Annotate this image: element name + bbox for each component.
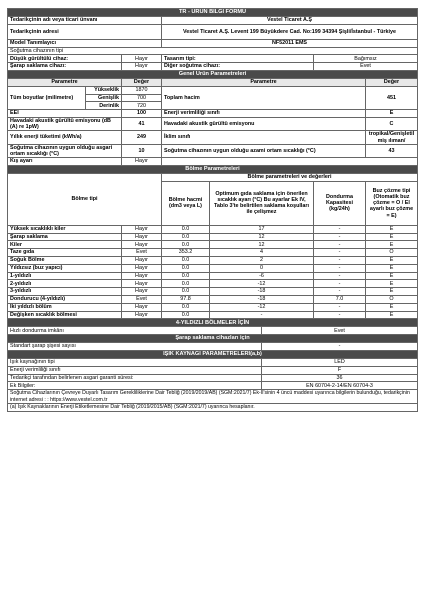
compartment-row [8, 249, 418, 257]
compartment-freeze: - [314, 249, 366, 257]
compartment-temp: -6 [210, 272, 314, 280]
compartment-volume: 0.0 [162, 264, 210, 272]
compartment-freeze: - [314, 256, 366, 264]
wine-storage-value: Hayır [122, 63, 162, 71]
low-noise-label: Düşük gürültülü cihaz: [8, 55, 122, 63]
depth-label: Derinlik [86, 102, 122, 110]
compartment-present: Evet [122, 249, 162, 257]
compartment-volume: 0.0 [162, 288, 210, 296]
warranty-value: 36 [262, 374, 418, 382]
compartment-row [8, 288, 418, 296]
freeze-capacity-header: Dondurma Kapasitesi (kg/24h) [314, 181, 366, 225]
compartment-defrost: O [366, 249, 418, 257]
compartment-temp: -18 [210, 295, 314, 303]
compartment-volume: 0.0 [162, 233, 210, 241]
compartment-volume: 97.8 [162, 295, 210, 303]
four-star-band: 4-YILDIZLI BÖLMELER İÇİN [8, 319, 418, 327]
compartment-volume: 353.2 [162, 249, 210, 257]
compartment-freeze: - [314, 311, 366, 319]
supplier-name: Vestel Ticaret A.Ş [162, 17, 418, 25]
width-label: Genişlik [86, 94, 122, 102]
compartment-defrost: O [366, 295, 418, 303]
noise-class-label: Havadaki akustik gürültü emisyonu [162, 117, 366, 130]
compartment-name: Dondurucu (4-yıldızlı) [8, 295, 122, 303]
compartment-defrost: E [366, 241, 418, 249]
compartment-name: İki yıldızlı bölüm [8, 303, 122, 311]
compartment-defrost: E [366, 225, 418, 233]
compartment-present: Hayır [122, 256, 162, 264]
compartment-name: 2-yıldızlı [8, 280, 122, 288]
compartment-params-band: Bölme Parametreleri [8, 165, 418, 173]
compartment-row [8, 311, 418, 319]
compartment-name: 1-yıldızlı [8, 272, 122, 280]
compartment-freeze: - [314, 241, 366, 249]
compartment-temp: 0 [210, 264, 314, 272]
compartment-present: Hayır [122, 288, 162, 296]
compartment-freeze: - [314, 233, 366, 241]
compartment-rows [8, 225, 418, 319]
compartment-row [8, 256, 418, 264]
model-label: Model Tanımlayıcı [8, 39, 162, 47]
design-type-value: Bağımsız [314, 55, 418, 63]
annual-energy-label: Yıllık enerji tüketimi (kWh/a) [8, 131, 122, 144]
compartment-defrost: E [366, 272, 418, 280]
compartment-present: Evet [122, 295, 162, 303]
compartment-defrost: E [366, 256, 418, 264]
depth-value: 720 [122, 102, 162, 110]
compartment-row [8, 295, 418, 303]
product-info-table [7, 8, 418, 412]
min-ambient-value: 10 [122, 144, 162, 157]
compartment-row [8, 225, 418, 233]
compartment-name: Değişken sıcaklık bölmesi [8, 311, 122, 319]
wine-bottles-value: - [262, 343, 418, 351]
compartment-present: Hayır [122, 233, 162, 241]
fast-freeze-label: Hızlı dondurma imkânı [8, 327, 262, 335]
light-type-value: LED [262, 358, 418, 366]
energy-class-label: Enerji verimliliği sınıfı [162, 110, 366, 118]
total-volume-value: 451 [366, 86, 418, 109]
compartment-type-header: Bölme tipi [8, 173, 162, 225]
compartment-temp: -12 [210, 303, 314, 311]
compartment-temp: 17 [210, 225, 314, 233]
compartment-present: Hayır [122, 241, 162, 249]
compartment-freeze: - [314, 272, 366, 280]
climate-class-value: tropikal/Genişletil miş ılıman/ [366, 131, 418, 144]
compartment-name: Taze gıda [8, 249, 122, 257]
compartment-freeze: - [314, 225, 366, 233]
temp-header: Optimum gıda saklama için önerilen sıcaklık ayarı (°C) Bu ayarlar Ek IV, Tablo 3'te belirtilen saklama koşulları ile çelişmez [210, 181, 314, 225]
compartment-name: Yıldızsız (buz yapıcı) [8, 264, 122, 272]
compartment-volume: 0.0 [162, 272, 210, 280]
light-energy-class-value: F [262, 366, 418, 374]
compartment-defrost: E [366, 280, 418, 288]
compartment-temp: -18 [210, 288, 314, 296]
winter-setting-label: Kış ayarı [8, 158, 122, 166]
volume-header: Bölme hacmi (dm3 veya L) [162, 181, 210, 225]
compartment-defrost: E [366, 303, 418, 311]
compartment-present: Hayır [122, 264, 162, 272]
compartment-present: Hayır [122, 272, 162, 280]
max-ambient-label: Soğutma cihazının uygun olduğu azami ortam sıcaklığı (°C) [162, 144, 366, 157]
compartment-row [8, 233, 418, 241]
model-value: NF52011 EMS [162, 39, 418, 47]
light-energy-class-label: Enerji verimliliği sınıfı [8, 366, 262, 374]
extra-info-label: Ek Bilgiler: [8, 382, 262, 390]
blank-cell [162, 158, 418, 166]
defrost-type-header: Buz çözme tipi (Otomatik buz çözme = O / El ayarlı buz çözme = E) [366, 181, 418, 225]
general-params-band: Genel Ürün Parametreleri [8, 70, 418, 78]
wine-bottles-label: Standart şarap şişesi sayısı [8, 343, 262, 351]
noise-db-value: 41 [122, 117, 162, 130]
wine-storage-label: Şarap saklama cihazı: [8, 63, 122, 71]
min-ambient-label: Soğutma cihazının uygun olduğu asgari ortam sıcaklığı (°C) [8, 144, 122, 157]
warranty-label: Tedarikçi tarafından belirlenen asgari garanti süresi: [8, 374, 262, 382]
compartment-row [8, 280, 418, 288]
dimensions-label: Tüm boyutlar (milimetre) [8, 86, 86, 109]
energy-class-value: E [366, 110, 418, 118]
supplier-address: Vestel Ticaret A.Ş. Levent 199 Büyükdere Cad. No:199 34394 Şişli/İstanbul - Türkiye [162, 24, 418, 39]
compartment-row [8, 241, 418, 249]
compartment-values-header: Bölme parametreleri ve değerleri [162, 173, 418, 181]
annual-energy-value: 249 [122, 131, 162, 144]
compartment-present: Hayır [122, 311, 162, 319]
light-source-band: IŞIK KAYNAĞI PARAMETRELERİ(a,b) [8, 350, 418, 358]
general-param-header-2: Parametre [162, 78, 366, 86]
compartment-present: Hayır [122, 225, 162, 233]
light-type-label: Işık kaynağının tipi [8, 358, 262, 366]
eei-label: EEI [8, 110, 122, 118]
compartment-name: Yüksek sıcaklıklı kiler [8, 225, 122, 233]
compartment-name: Soğuk Bölme [8, 256, 122, 264]
compartment-volume: 0.0 [162, 280, 210, 288]
compartment-temp: 12 [210, 241, 314, 249]
compartment-freeze: - [314, 264, 366, 272]
cooling-type-label: Soğutma cihazının tipi [8, 47, 418, 55]
compartment-row [8, 303, 418, 311]
compartment-volume: 0.0 [162, 241, 210, 249]
general-value-header: Değer [122, 78, 162, 86]
compartment-freeze: - [314, 280, 366, 288]
compartment-volume: 0.0 [162, 256, 210, 264]
compartment-row [8, 272, 418, 280]
compartment-temp: - [210, 311, 314, 319]
fast-freeze-value: Evet [262, 327, 418, 335]
compartment-temp: 2 [210, 256, 314, 264]
supplier-name-label: Tedarikçinin adı veya ticari ünvanı [8, 17, 162, 25]
compartment-freeze: - [314, 288, 366, 296]
footnote-web: Soğutma Cihazlarının Çevreye Duyarlı Tasarım Gerekliliklerine Dair Tebliğ (2019/2019/AB) (SGM:2021/7) Ek-II'sinin 4 üncü maddesi uyarınca bilgilerin bulunduğu, tedarikçinin internet adresi : : https://www.vestel.com.tr [8, 390, 418, 404]
max-ambient-value: 43 [366, 144, 418, 157]
compartment-volume: 0.0 [162, 311, 210, 319]
compartment-temp: -12 [210, 280, 314, 288]
total-volume-label: Toplam hacim [162, 86, 366, 109]
winter-setting-value: Hayır [122, 158, 162, 166]
compartment-volume: 0.0 [162, 225, 210, 233]
form-title: TR - ÜRÜN BİLGİ FORMU [8, 9, 418, 17]
height-label: Yükseklik [86, 86, 122, 94]
noise-class-value: C [366, 117, 418, 130]
compartment-temp: 12 [210, 233, 314, 241]
compartment-name: Şarap saklama [8, 233, 122, 241]
eei-value: 100 [122, 110, 162, 118]
compartment-volume: 0.0 [162, 303, 210, 311]
width-value: 700 [122, 94, 162, 102]
supplier-address-label: Tedarikçinin adresi [8, 24, 162, 39]
compartment-defrost: E [366, 233, 418, 241]
footnote-a: (a) Işık Kaynaklarının Enerji Etiketlemesine Dair Tebliğ (2019/2015/AB) (SGM:2021/7) uyarınca hesaplanır. [8, 404, 418, 412]
compartment-defrost: E [366, 311, 418, 319]
compartment-row [8, 264, 418, 272]
general-value-header-2: Değer [366, 78, 418, 86]
extra-info-value: EN 60704-2-14/EN 60704-3 [262, 382, 418, 390]
compartment-present: Hayır [122, 280, 162, 288]
product-info-form [7, 8, 417, 412]
compartment-defrost: E [366, 264, 418, 272]
compartment-name: 3-yıldızlı [8, 288, 122, 296]
other-cooling-label: Diğer soğutma cihazı: [162, 63, 314, 71]
compartment-name: Kiler [8, 241, 122, 249]
design-type-label: Tasarım tipi: [162, 55, 314, 63]
compartment-temp: 4 [210, 249, 314, 257]
height-value: 1870 [122, 86, 162, 94]
general-param-header: Parametre [8, 78, 122, 86]
compartment-present: Hayır [122, 303, 162, 311]
other-cooling-value: Evet [314, 63, 418, 71]
low-noise-value: Hayır [122, 55, 162, 63]
climate-class-label: İklim sınıfı [162, 131, 366, 144]
wine-band: Şarap saklama cihazları için [8, 335, 418, 343]
compartment-freeze: - [314, 303, 366, 311]
compartment-defrost: E [366, 288, 418, 296]
compartment-freeze: 7.0 [314, 295, 366, 303]
noise-db-label: Havadaki akustik gürültü emisyonu (dB (A) re 1pW) [8, 117, 122, 130]
